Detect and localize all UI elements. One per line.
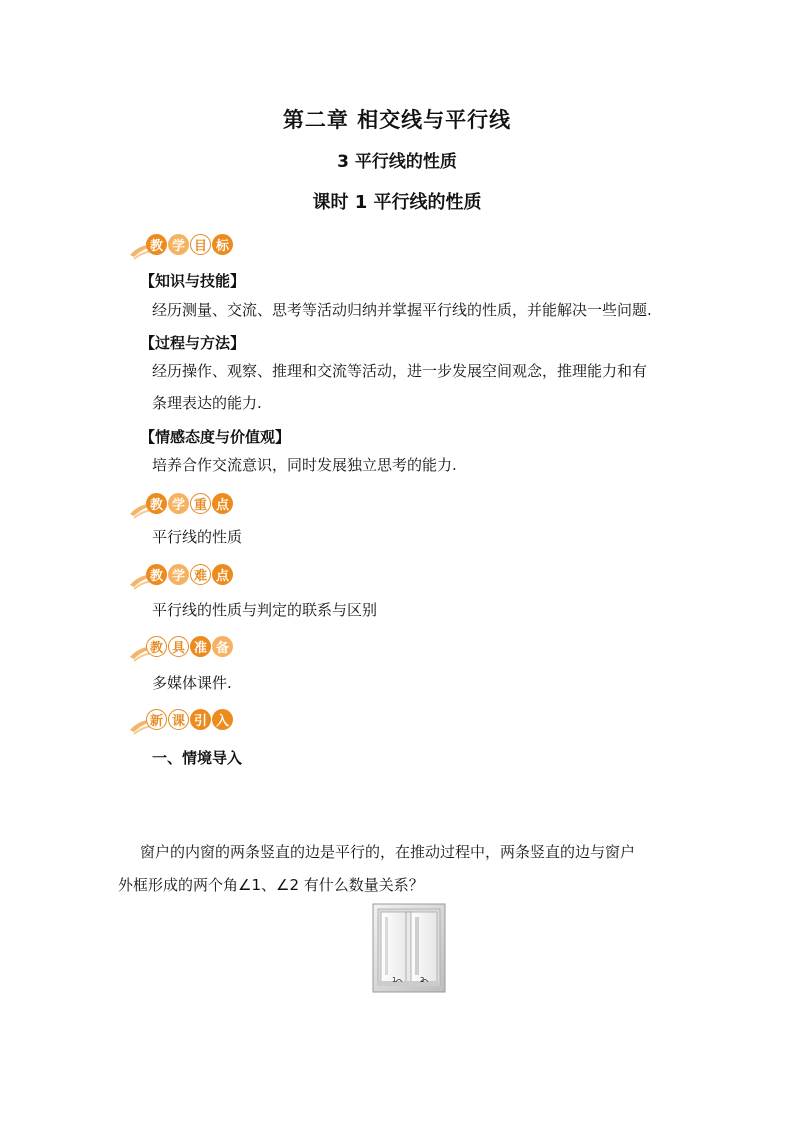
badge-introduction <box>140 706 233 732</box>
intro-paragraph-line2: 外框形成的两个角∠1、∠2 有什么数量关系？ <box>118 876 424 894</box>
badge-char: 点 <box>212 564 233 585</box>
intro-paragraph <box>118 836 678 902</box>
difficulties-text: 平行线的性质与判定的联系与区别 <box>152 601 378 619</box>
chapter-title: 第二章 相交线与平行线 <box>282 108 512 132</box>
badge-char: 教 <box>146 493 167 514</box>
knowledge-heading: 【知识与技能】 <box>140 272 246 290</box>
lesson-title: 课时 1 平行线的性质 <box>312 192 482 213</box>
badge-char: 学 <box>168 234 189 255</box>
badge-char: 入 <box>212 709 233 730</box>
badge-teaching-objectives <box>140 231 233 257</box>
badge-char: 学 <box>168 564 189 585</box>
process-heading: 【过程与方法】 <box>140 334 246 352</box>
teaching-aids-text: 多媒体课件. <box>152 674 232 692</box>
badge-char: 课 <box>168 709 189 730</box>
intro-paragraph-line1: 窗户的内窗的两条竖直的边是平行的，在推动过程中，两条竖直的边与窗户 <box>140 843 636 861</box>
knowledge-text: 经历测量、交流、思考等活动归纳并掌握平行线的性质，并能解决一些问题. <box>152 301 652 319</box>
attitude-text: 培养合作交流意识，同时发展独立思考的能力. <box>152 456 457 474</box>
intro-heading: 一、情境导入 <box>152 749 243 767</box>
badge-char: 教 <box>146 636 167 657</box>
process-text-line2: 条理表达的能力. <box>152 394 262 412</box>
sliding-window-figure <box>372 903 446 993</box>
section-title: 3 平行线的性质 <box>337 152 457 172</box>
badge-char: 学 <box>168 493 189 514</box>
badge-char: 重 <box>190 493 211 514</box>
badge-char: 引 <box>190 709 211 730</box>
badge-teaching-aids <box>140 633 233 659</box>
badge-char: 备 <box>212 636 233 657</box>
angle-label-2: 2 <box>420 976 425 984</box>
badge-difficulties <box>140 561 233 587</box>
badge-char: 标 <box>212 234 233 255</box>
badge-char: 点 <box>212 493 233 514</box>
badge-char: 具 <box>168 636 189 657</box>
process-text-line1: 经历操作、观察、推理和交流等活动，进一步发展空间观念，推理能力和有 <box>152 362 648 380</box>
badge-char: 准 <box>190 636 211 657</box>
attitude-heading: 【情感态度与价值观】 <box>140 428 291 446</box>
angle-label-1: 1 <box>392 976 397 984</box>
badge-char: 教 <box>146 234 167 255</box>
badge-char: 教 <box>146 564 167 585</box>
badge-char: 难 <box>190 564 211 585</box>
badge-key-points <box>140 490 233 516</box>
badge-char: 目 <box>190 234 211 255</box>
key-points-text: 平行线的性质 <box>152 528 243 546</box>
badge-char: 新 <box>146 709 167 730</box>
